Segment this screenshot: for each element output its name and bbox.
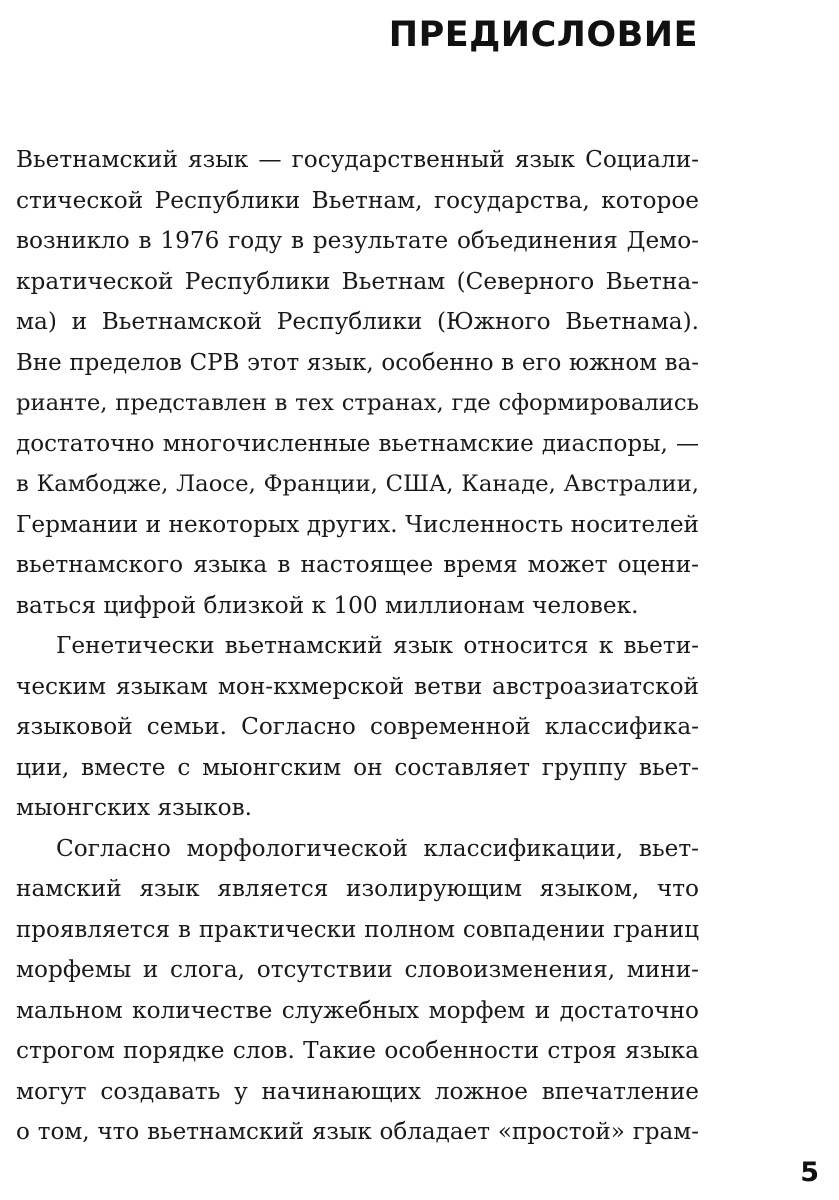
text-line: проявляется в практически полном совпадении границ [16, 916, 699, 943]
text-line: языковой семьи. Согласно современной классифика- [16, 713, 699, 740]
text-line: о том, что вьетнамский язык обладает «простой» грам- [16, 1119, 699, 1145]
paragraph [16, 140, 699, 626]
text-line: ма) и Вьетнамской Республики (Южного Вьетнама). [16, 308, 699, 335]
text-line: ческим языкам мон-кхмерской ветви австроазиатской [16, 672, 699, 700]
paragraph [16, 626, 699, 829]
text-line: Вне пределов СРВ этот язык, особенно в его южном ва- [16, 349, 699, 376]
body-text [16, 140, 699, 1153]
text-line: Согласно морфологической классификации, вьет- [56, 834, 699, 862]
text-line: ваться цифрой близкой к 100 миллионам человек. [16, 591, 639, 619]
text-line: Вьетнамский язык — государственный язык Социали- [16, 146, 699, 173]
text-line: достаточно многочисленные вьетнамские диаспоры, — [16, 430, 699, 457]
paragraph [16, 829, 699, 1153]
text-line: кратической Республики Вьетнам (Северного Вьетна- [16, 267, 699, 295]
text-line: вьетнамского языка в настоящее время может оцени- [16, 551, 699, 578]
text-line: мыонгских языков. [16, 794, 253, 821]
text-line: Генетически вьетнамский язык относится к вьети- [56, 632, 699, 659]
text-line: в Камбодже, Лаосе, Франции, США, Канаде, Австралии, [16, 471, 699, 497]
page-number: 5 [800, 1157, 819, 1188]
text-line: морфемы и слога, отсутствии словоизменения, мини- [16, 956, 699, 983]
text-line: намский язык является изолирующим языком, что [16, 875, 699, 902]
text-line: Германии и некоторых других. Численность носителей [16, 510, 699, 538]
text-line: возникло в 1976 году в результате объединения Демо- [16, 227, 699, 254]
text-line: стической Республики Вьетнам, государства, которое [16, 186, 699, 214]
text-line: строгом порядке слов. Такие особенности строя языка [16, 1037, 699, 1064]
text-line: мальном количестве служебных морфем и достаточно [16, 996, 699, 1024]
text-line: ции, вместе с мыонгским он составляет группу вьет- [16, 753, 699, 781]
text-line: могут создавать у начинающих ложное впечатление [16, 1077, 699, 1105]
page-title: ПРЕДИСЛОВИЕ [388, 15, 698, 55]
text-line: рианте, представлен в тех странах, где сформировались [16, 390, 699, 416]
